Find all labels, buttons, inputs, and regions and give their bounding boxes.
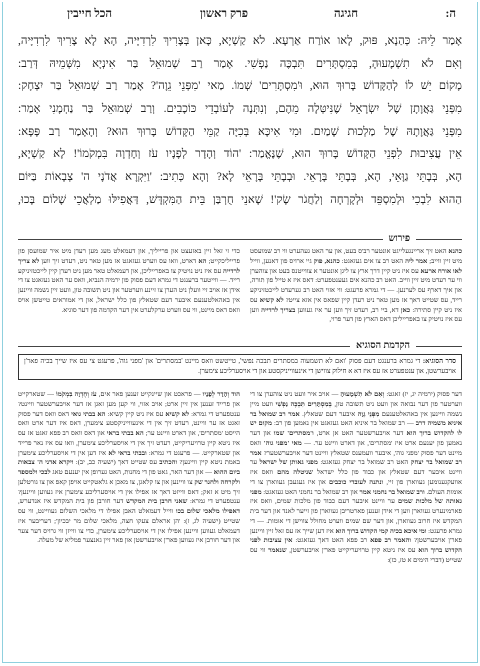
commentary-text: עס איז ניט קיין סתירה:: [250, 296, 462, 314]
gemara-line: אָמַר לֵיהּ: כְּהַנָא, פּוּק, לָאו אוֹרַח אַרְעָא. לֹא קַשְׁיָא, כָּאן בְּצָרִיךְ לִרְדִיָּיה, הָא לָא צָרִיךְ לִרְדִיָּיה,: [18, 35, 462, 47]
commentary-text: וואס מיינט דער פסוק 'מפני גוה', איבער וועמענס שטאלץ וויינט דער אויבערשטער?: [250, 439, 462, 457]
gemara-line: הָא, בְּבָתֵּי גַוָּאֵי, הָא, בְּבָתֵּי בָּרָאֵי. וּבְבָתֵּי בָּרָאֵי לָא? וְהָא כְּתִיב: 'וַיִּקְרָא אֲדֹנָי ה' צְבָאוֹת בַּיּוֹם: [18, 171, 462, 184]
pirush-title: פירוש: [388, 234, 410, 244]
dibur-hamatchil: בצריך לרדייה: [261, 306, 296, 314]
commentary-text: האט רב צו אים געזאגט:: [341, 257, 404, 265]
heading-rule: [416, 346, 462, 347]
gemara-line: אֵין עֲצִיבוּת לִפְנֵי הַקָּדוֹשׁ בָּרוּךְ הוּא, שֶׁנֶּאֱמַר: 'הוֹד וְהָדָר לְפָנָיו עֹז וְחֶדְוָה בִּמְקֹמוֹ'! לָא קַשְׁיָא,: [18, 148, 462, 161]
dibur-hamatchil: אין עציבות לפני הקדוש ברוך הוא: [250, 537, 462, 554]
dibur-hamatchil: כהנא, פוק: [313, 257, 340, 265]
commentary-text: און רב שמואל בר נחמני האט געזאגט:: [263, 488, 358, 496]
commentary-text: דער חורבן פון בית המקדש איז אנדערש,: [18, 498, 124, 506]
dibur-hamatchil: והכתיב: [159, 459, 178, 467]
chapter-number: פרק ראשון: [200, 8, 248, 20]
dibur-hamatchil: בְּמִסְתָּרִים תִּבְכֶּה נַפְשִׁי: [275, 400, 332, 408]
seder-hasugya-box: [18, 354, 462, 380]
commentary-text: און דאס וואס רב פפא זאגט אז עס איז ניטא קיין טרויעריקייט, רעדט זיך אין די אויסערליכע צימערן, וואו עס איז נאר פרייד און שטארקייט. — פרעגט די גמרא:: [18, 430, 240, 457]
seder-hasugya-label: סדר הסוגיא:: [422, 358, 456, 365]
commentary-text: איבער דעם שטאלץ.: [302, 410, 356, 418]
pirush-column-left: [18, 247, 240, 335]
dibur-hamatchil: ומי איכא בכיה קמי הקדוש ברוך הוא: [335, 527, 427, 535]
commentary-text: עס איז ניט קיין קשיא:: [107, 410, 164, 418]
commentary-text: עס שטייט דאך (ישעיה כב, יב):: [75, 459, 157, 467]
commentary-text: דארט, וואו עס ווערט געזאגט אז מען טאר ניט, רעדט זיך ווען: [41, 257, 197, 265]
dibur-hamatchil: לא קשיא: [165, 410, 190, 418]
gemara-line: וְאִם לֹא תִשְׁמָעוּהָ, בְּמִסְתָּרִים תִּבְכֶּה נַפְשִׁי. אָמַר רַב שְׁמוּאֵל בַּר אִינְיָא מִשְּׁמֵיהּ דְּרַב:: [18, 57, 462, 70]
commentary-text: ווי עס שטייט (דברי הימים א טז, כז):: [250, 547, 462, 564]
commentary-text: איז דען שייך אז עס זאל זיין וויינען פאר'ן אויבערשטן?: [250, 527, 462, 545]
commentary-text: צו וויינען און צו קלאגן, צו מאכן א גלאטקייט אויפן קאפ און צו גורטלען זיך מיט א זאק; דאס ווייזט דאך אז אפילו אין די אויסערליכע צימערן איז געווען וויינען? ענטפערט די גמרא:: [18, 478, 240, 506]
dibur-hamatchil: ו'מסתרים' שמו: [273, 430, 314, 437]
commentary-text: — רב שמואל בר איניא האט געזאגט אין נאמען פון רב:: [273, 420, 414, 428]
commentary-text: דער אויבערשטער האט אן ארט,: [316, 430, 404, 437]
commentary-text: — פראכט און שיינקייט זענען פאר אים,: [98, 391, 201, 398]
dibur-hamatchil: ויקרא אדני ה' צבאות ביום ההוא: [18, 459, 240, 476]
commentary-text: דער פסוק (ירמיה יג, יז) זאגט:: [386, 391, 462, 398]
dibur-hamatchil: שניטלה מהם: [277, 469, 313, 476]
pirush-column-right: [250, 247, 462, 335]
commentary-text: עס איז ניט קיין דרך ארץ צו ליגן אונטער א צווייטנס בעט און צוהערן ווי ער רעדט מיט זיין ווייב. האט רב כהנא אים געענטפערט: דאס איז א טייל פון תורה, און איך דארף עס לערנען. — די גמרא פרעגט: ווי אזוי האט רב גערעדט לייכטזיניקע רייד, עס שטייט דאך אז מען טאר ניט רעדן קיין שפאס אין אזא צייט?: [250, 267, 462, 304]
commentary-text: און דער נאמען פון יענעם ארט איז 'מסתרים', און דארט וויינט ער. —: [250, 430, 462, 447]
commentary-text: כדי זי זאל זיין באזעצט און פרייליך, און דעמאלט מעג מען רעדן מיט איר שמועסן פון פרייליכקייט;: [18, 248, 240, 265]
dibur-hamatchil: מפני גאותן של ישראל: [259, 459, 318, 467]
dibur-hamatchil: מִפְּנֵי גֵוָה: [357, 410, 380, 418]
dibur-hamatchil: הא: [198, 257, 207, 265]
dibur-hamatchil: והאמר רב פפא: [370, 537, 412, 545]
commentary-text: ווייל דעמאלט האבן אפילו די מלאכי השלום געוויינט, ווי עס שטייט (ישעיה לג, ז): 'הן אראלם צעקו חצה, מלאכי שלום מר יבכיון'; דעריבער איז דעמאלט געווען וויינען אפילו אין די אויסערליכע צימערן, כדי צו ווייזן ווי גרויס דער צער און דער חורבן איז געווען פאר'ן אויבערשטן און פאר זיין גאנצער פמליא של מעלה.: [18, 508, 240, 545]
hakdama-column-left: [18, 390, 240, 656]
dibur-hamatchil: לאו אורח ארעא: [420, 267, 462, 275]
dibur-hamatchil: ונתנה לעובדי כוכבים: [328, 478, 384, 486]
dibur-hamatchil: אמר רב שמואל בר איניא משמיה דרב: [250, 410, 462, 428]
dibur-hamatchil: לא צריך לרדייה: [18, 257, 240, 275]
seder-hasugya-text: די גמרא ברענגט דעם פסוק 'ואם לא תשמעוה במסתרים תבכה נפשי', טייטשט וואס מיינט 'במסתרים' און 'מפני גוה', פרעגט צי עס איז שייך בכיה פאר'ן אויבערשטן, און ענטפערט אז עס איז דא א חילוק צווישן די אינעווייניקסטע און די אויסערליכע צימערן.: [24, 358, 456, 375]
dibur-hamatchil: לבכי ולמספד ולקרחה ולחגר שק: [18, 469, 240, 486]
dibur-hamatchil: הוד וְהָדָר לְפָנָיו: [202, 391, 240, 398]
commentary-text: האט זיך אריינגעלייגט אונטער רב'ס בעט, און ער האט געהערט ווי רב שמועסט מיט זיין ווייב;: [250, 248, 462, 265]
dibur-hamatchil: כהנא: [448, 248, 462, 255]
gemara-text: [18, 30, 462, 212]
dibur-hamatchil: הא בבתי גואי: [71, 410, 106, 418]
dibur-hamatchil: מאי 'מפני גוה': [263, 439, 302, 447]
dibur-hamatchil: שאני חרבן בית המקדש: [126, 498, 188, 506]
gemara-line: מִפְּנֵי גַּאֲוָתָהּ שֶׁל מַלְכוּת שָׁמַיִם. וּמִי אִיכָּא בְּכִיָּה קַמֵּי הַקָּדוֹשׁ בָּרוּךְ הוּא? וְהָאָמַר רַב פָּפָּא:: [18, 125, 462, 138]
commentary-text: דא, ביי רב, רעדט זיך ווען ער איז געווען: [297, 306, 399, 314]
commentary-text: גיי ארויס פון דאנען, ווייל: [250, 257, 312, 265]
commentary-text: וואס איז אוועקגענומען געווארן פון זיי,: [250, 469, 462, 486]
page-number: ה:: [445, 8, 456, 20]
tractate-name: חגיגה: [333, 8, 358, 20]
dibur-hamatchil: הא בבתי בראי: [106, 430, 144, 437]
commentary-text: דאס וואס דער פסוק זאגט אז ער וויינט, רעדט זיך אין די אינעווייניקסטע צימערן, דאס איז דער ארט וואס הייסט 'מסתרים', און דארט וויינט ער;: [18, 410, 240, 437]
gemara-line: מִפְּנֵי גַּאֲוָתָן שֶׁל יִשְׂרָאֵל שֶׁנִּיטְּלָה מֵהֶם, וְנִתְּנָה לְעוֹבְדֵי כּוֹכָבִים. וְרַב שְׁמוּאֵל בַּר נַחְמָנִי אָמַר:: [18, 103, 462, 116]
commentary-text: עס איז ניט נויטיק צו באפרייליכן, און דעמאלט טאר מען ניט רעדן קיין לייכטזיניקע רייד. — ווייטער ברענגט די גמרא דעם פסוק פון ירמיה הנביא, וואס ער האט געזאגט צו די אידן אז אויב זיי וועלן ניט הערן צו זיינע ווערטער און ניט תשובה טון, וועט זיין נשמה וויינען אין באהאלטענעם איבער דעם שטאלץ פון כלל ישראל, און די אמוראים טייטשן אויס וואס דאס מיינט, ווי עס ווערט ערקלערט אין דער הקדמה פון דער סוגיא.: [18, 267, 240, 314]
commentary-text: ער וויינט איבער דעם כבוד פון מלכות שמים, וואס איז פארמינערט געווארן ווען די אידן זענען פארטריבן געווארן פון זייער לאנד און דער בית המקדש איז חרוב געווארן, און דער שם שמים ווערט מחולל צווישן די אומות. — די גמרא פרעגט:: [250, 498, 462, 535]
commentary-text: ער וויינט איבער דעם שטאלץ און כבוד פון כלל ישראל: [250, 459, 462, 476]
dibur-hamatchil: דאפילו מלאכי שלום בכו: [175, 508, 240, 515]
dibur-hamatchil: ובבתי בראי לא: [108, 449, 147, 457]
dibur-hamatchil: לא קשיא: [259, 296, 284, 304]
commentary-text: — שטארקייט און פרייד זענען אין זיין ארט; אויב אזוי, ווי קען מען זאגן אז דער אויבערשטער וויינט? ענטפערט די גמרא:: [18, 391, 240, 418]
commentary-text: וועט מיין נשמה וויינען אין באהאלטענעם: [250, 400, 462, 418]
commentary-text: און איז געגעבן געווארן צו די אומות העולם.: [250, 478, 462, 496]
hakdama-heading: [18, 340, 462, 352]
dibur-hamatchil: שנאמר: [268, 547, 287, 554]
commentary-text: ווען עס איז נויטיק צו באפרייליכן דאס הארץ פון דער פרוי,: [250, 306, 462, 324]
commentary-text: עס איז ניטא קיין טרויעריקייט פאר'ן אויבערשטן,: [289, 547, 416, 554]
dibur-hamatchil: אמר ליה: [405, 257, 428, 265]
heading-rule: [18, 239, 383, 240]
chapter-name: הכל חייבין: [67, 8, 112, 20]
dibur-hamatchil: אמר רב שמואל בר יצחק: [250, 449, 462, 467]
pirush-heading: [18, 233, 462, 245]
heading-rule: [416, 239, 462, 240]
dibur-hamatchil: ורב שמואל בר נחמני אמר: [359, 488, 425, 496]
gemara-line: הַהוּא לִבְכִי וּלְמִסְפֵּד וּלְקָרְחָה וְלַחֲגֹר שָׂק'! שָׁאנֵי חֻרְבַּן בֵּית הַמִּקְדָּשׁ, דַּאֲפִילּוּ מַלְאֲכֵי שָׁלוֹם בָּכוּ,: [18, 193, 462, 206]
commentary-text: — און דער האר, גאט פון די מחנות, האט גערופן אין יענעם טאג: [52, 469, 212, 476]
commentary-text: האט רב שמואל בר יצחק געזאגט:: [320, 459, 409, 467]
hakdama-title: הקדמת הסוגיא: [356, 341, 410, 351]
dibur-hamatchil: וְאִם לֹא תִשְׁמָעוּהָ: [340, 391, 385, 398]
dibur-hamatchil: כאן: [400, 306, 411, 314]
dibur-hamatchil: עֹז וְחֶדְוָה בִּמְקֹמוֹ: [56, 391, 97, 398]
commentary-text: רב פפא האט דאך געזאגט:: [295, 537, 368, 545]
dibur-hamatchil: מפני גאותה של מלכות שמים: [250, 488, 462, 506]
dibur-hamatchil: מקום יש לו להקדוש ברוך הוא: [250, 420, 462, 437]
hakdama-column-right: [250, 390, 462, 656]
gemara-line: מָקוֹם יֵשׁ לוֹ לְהַקָּדוֹשׁ בָּרוּךְ הוּא, וּ'מִסְתָּרִים' שְׁמוֹ. מַאי 'מִפְּנֵי גֵוָה'? אָמַר רַב שְׁמוּאֵל בַּר יִצְחָק:: [18, 80, 462, 93]
heading-rule: [18, 346, 350, 347]
commentary-text: איז דען אין די אויסערליכע צימערן באמת ניטא קיין וויינען?: [18, 449, 240, 467]
commentary-text: — אויב איר וועט ניט צוהערן צו די ווערטער פון דער נבואה און וועט ניט תשובה טון,: [250, 391, 462, 408]
